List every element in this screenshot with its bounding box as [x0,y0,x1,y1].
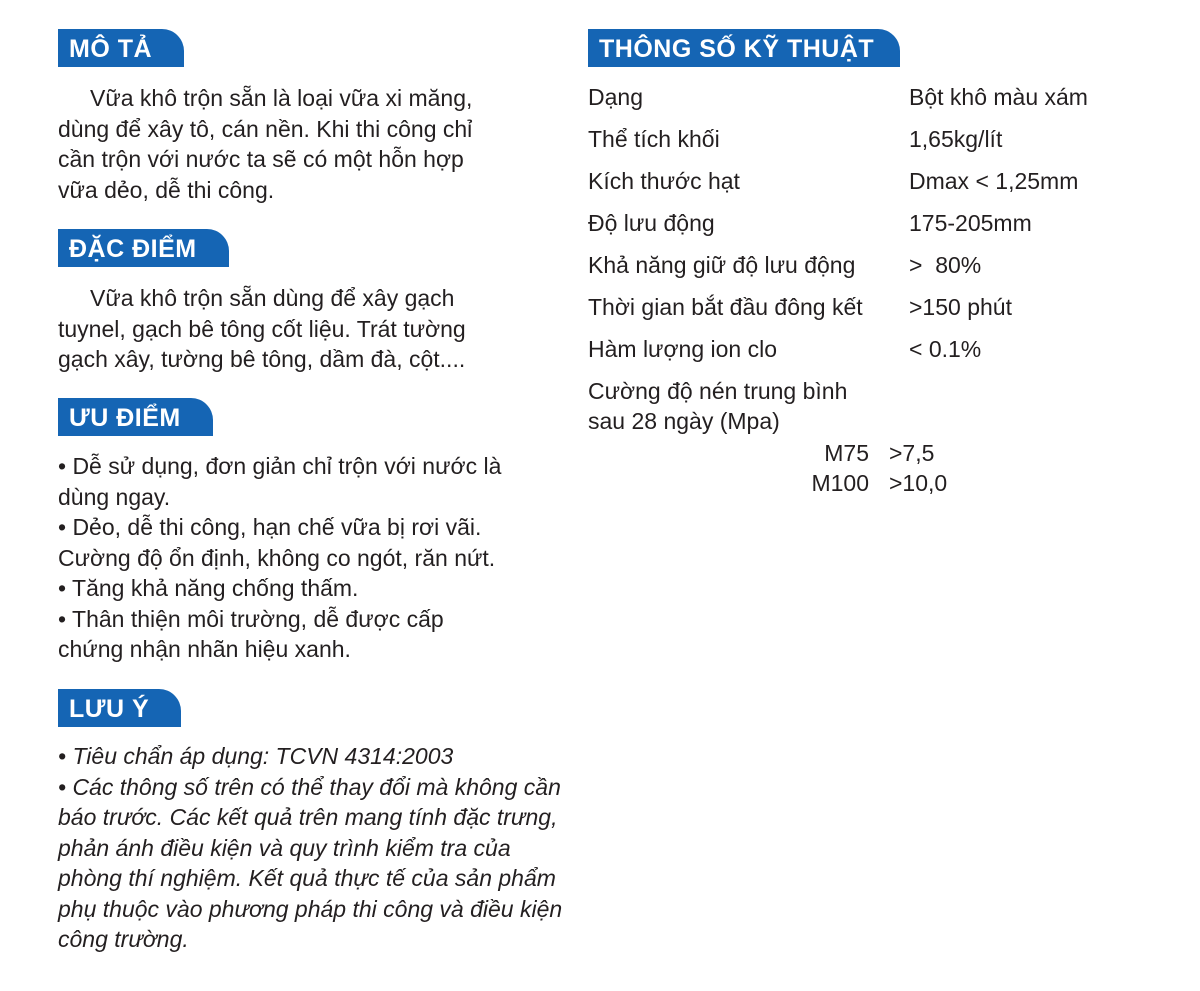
strength-grade: M75 [824,440,869,466]
strength-grade: M100 [811,470,869,496]
strength-value: >7,5 [889,440,935,466]
note-line: công trường. [58,926,189,952]
spec-row [588,82,1168,112]
paragraph-line: vữa dẻo, dễ thi công. [58,176,275,203]
note-line: phòng thí nghiệm. Kết quả thực tế của sản phẩm [58,865,556,891]
right-column [588,29,1168,496]
paragraph-line [58,283,588,314]
section-dac-diem [58,229,466,372]
spec-label: Hàm lượng ion clo [588,336,777,362]
spec-value: 175-205mm [909,210,1032,236]
spec-row [588,250,1168,280]
note-line: phản ánh điều kiện và quy trình kiểm tra của [58,834,511,861]
spec-table [588,82,1168,498]
heading-thong-so: THÔNG SỐ KỸ THUẬT [588,29,900,67]
spec-label: Khả năng giữ độ lưu động [588,252,856,278]
spec-value: Dmax < 1,25mm [909,168,1079,194]
bullet-line: • Tăng khả năng chống thấm. [58,575,359,601]
note-line: • Tiêu chẩn áp dụng: TCVN 4314:2003 [58,743,454,769]
bullet-line: • Thân thiện môi trường, dễ được cấp [58,605,444,632]
section-luu-y [58,689,563,952]
bullet-line: • Dẻo, dễ thi công, hạn chế vữa bị rơi vãi. [58,514,482,540]
strength-row [588,438,1168,468]
spec-value: > 80% [909,252,982,278]
strength-row [588,468,1168,498]
bullet-line: chứng nhận nhãn hiệu xanh. [58,636,351,662]
spec-label: Thời gian bắt đầu đông kết [588,294,863,320]
note-line: phụ thuộc vào phương pháp thi công và điều kiện [58,895,563,922]
spec-value: >150 phút [909,294,1012,320]
dac-diem-body [58,283,588,375]
bullet-line: Cường độ ổn định, không co ngót, răn nứt. [58,544,496,571]
spec-row [588,292,1168,322]
paragraph-line: cần trộn với nước ta sẽ có một hỗn hợp [58,146,464,172]
paragraph-line: tuynel, gạch bê tông cốt liệu. Trát tường [58,315,466,342]
strength-value: >10,0 [889,470,948,496]
spec-value: < 0.1% [909,336,982,362]
text-line: Vữa khô trộn sẵn là loại vữa xi măng, [90,85,473,111]
strength-label-line: sau 28 ngày (Mpa) [588,408,780,434]
heading-mo-ta: MÔ TẢ [58,29,184,67]
strength-label-line: Cường độ nén trung bình [588,378,848,404]
spec-row [588,124,1168,154]
heading-luu-y: LƯU Ý [58,689,181,727]
spec-row [588,208,1168,238]
paragraph-line [58,83,588,114]
paragraph-line: gạch xây, tường bê tông, dầm đà, cột.... [58,346,466,372]
spec-label: Thể tích khối [588,126,720,152]
strength-grades [588,438,1168,498]
bullet-line: • Dễ sử dụng, đơn giản chỉ trộn với nước là [58,453,502,479]
heading-dac-diem: ĐẶC ĐIỂM [58,229,229,267]
spec-label: Kích thước hạt [588,168,740,194]
note-line: báo trước. Các kết quả trên mang tính đặc trưng, [58,804,558,830]
luu-y-body [58,741,598,955]
spec-row [588,166,1168,196]
spec-label: Dạng [588,84,643,110]
section-mo-ta [58,29,473,203]
spec-row [588,334,1168,364]
spec-value: 1,65kg/lít [909,126,1003,152]
text-line: Vữa khô trộn sẵn dùng để xây gạch [90,285,455,311]
paragraph-line: dùng để xây tô, cán nền. Khi thi công chỉ [58,115,473,142]
uu-diem-body [58,451,588,665]
heading-uu-diem: ƯU ĐIỂM [58,398,213,436]
spec-label: Độ lưu động [588,210,715,236]
note-line: • Các thông số trên có thể thay đổi mà không cần [58,773,561,800]
bullet-line: dùng ngay. [58,483,171,510]
section-uu-diem [58,398,502,662]
spec-value: Bột khô màu xám [909,84,1088,110]
mo-ta-body [58,83,588,205]
strength-label [588,376,1168,436]
